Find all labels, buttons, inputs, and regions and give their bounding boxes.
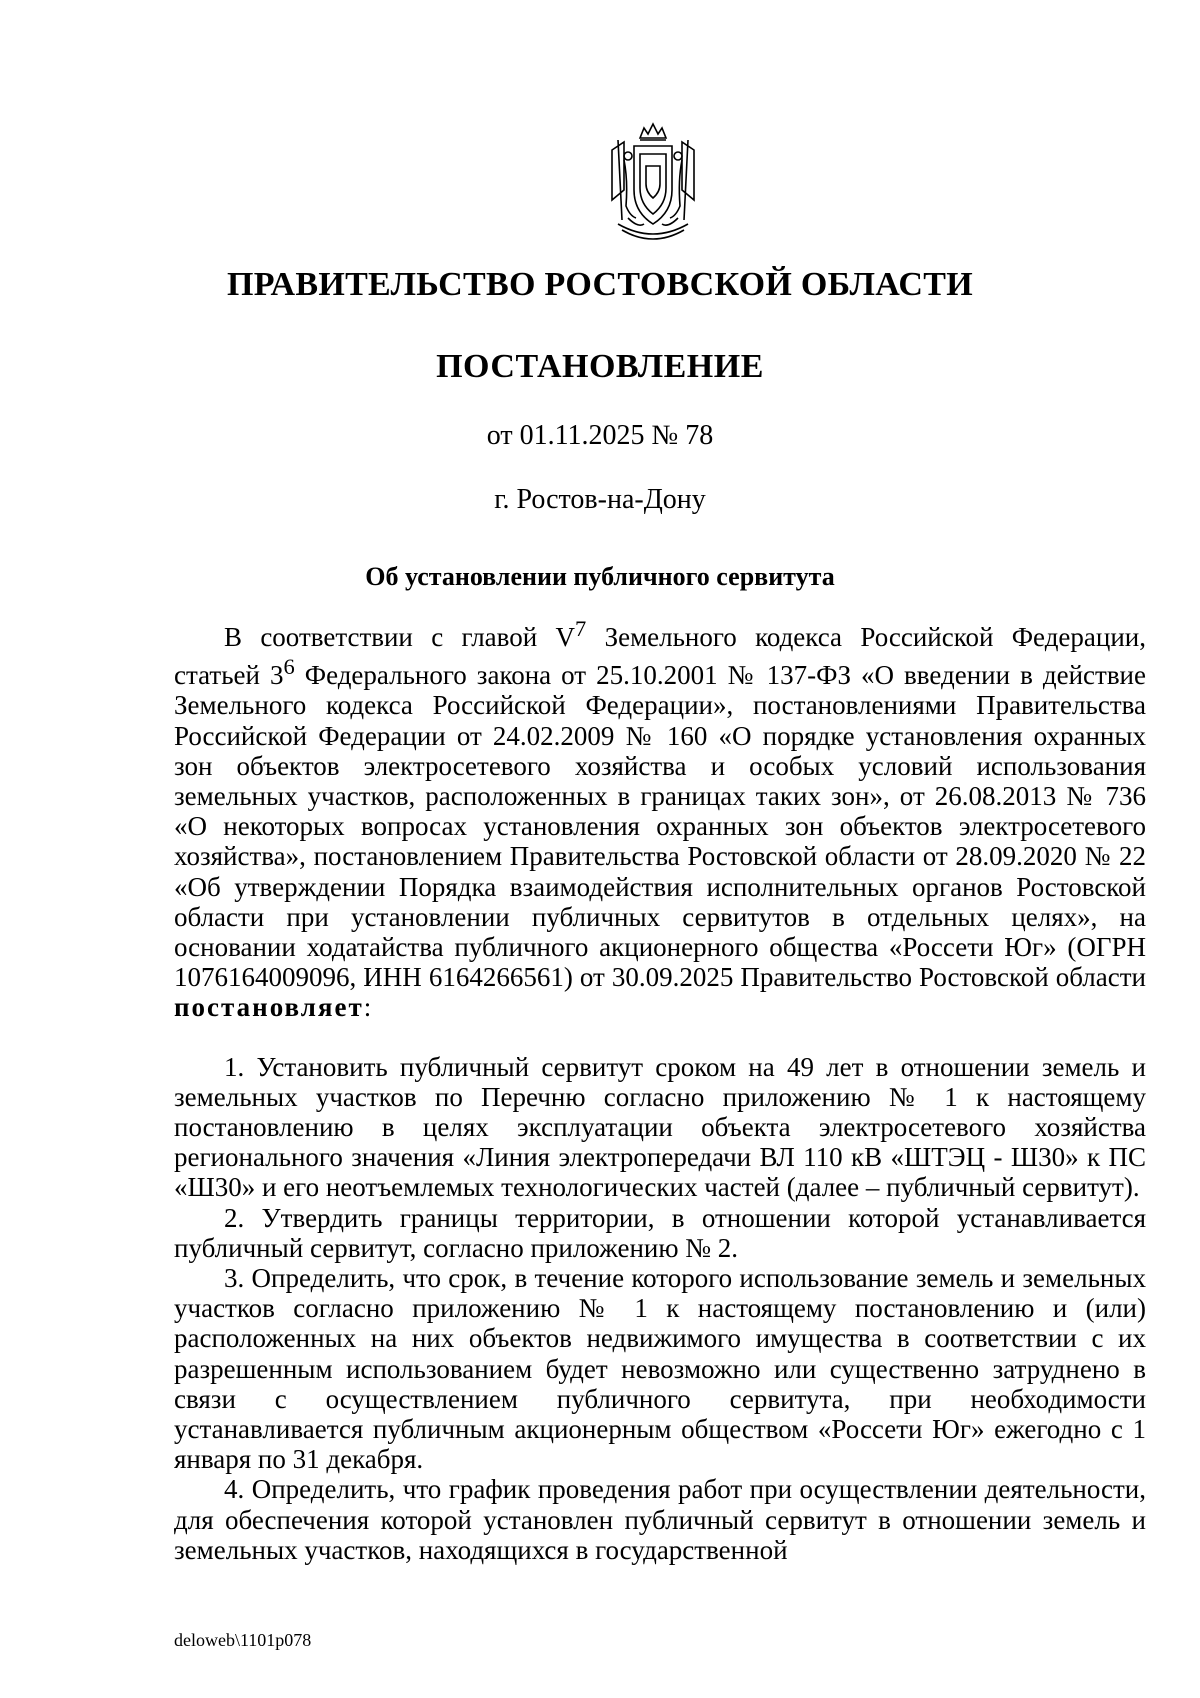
preamble-text: Федерального закона от 25.10.2001 № 137-ФЗ «О введении в действие Земельного кодекса Российской Федерации», постановлениями Правительства Российской Федерации от 24.02.2009 № 160 «О порядке установления охранных зон объектов электросетевого хозяйства и особых условий использования земельных участков, расположенных в границах таких зон», от 26.08.2013 № 736 «О некоторых вопросах установления охранных зон объектов электросетевого хозяйства», постановлением Правительства Ростовской области от 28.09.2020 № 22 «Об утверждении Порядка взаимодействия исполнительных органов Ростовской области при установлении публичных сервитутов в отдельных целях», на основании ходатайства публичного акционерного общества «Россети Юг» (ОГРН 1076164009096, ИНН 6164266561) от 30.09.2025 Правительство Ростовской области xyxy=(174,660,1146,993)
document-body xyxy=(174,614,1146,1565)
preamble-end: : xyxy=(363,992,372,1023)
list-item: 3. Определить, что срок, в течение которого использование земель и земельных участков согласно приложению № 1 к настоящему постановлению и (или) расположенных на них объектов недвижимого имущества в соответствии с их разрешенным использованием будет невозможно или существенно затруднено в связи с осуществлением публичного сервитута, при необходимости устанавливается публичным акционерным обществом «Россети Юг» ежегодно с 1 января по 31 декабря. xyxy=(174,1263,1146,1475)
decree-word: постановляет xyxy=(174,992,364,1023)
coat-of-arms-icon xyxy=(598,120,708,248)
superscript: 7 xyxy=(575,616,587,641)
preamble-text: Земельного кодекса Российской Федерации, статьей 3 xyxy=(174,622,1146,691)
footer-reference: deloweb\1101p078 xyxy=(174,1630,312,1650)
organization-title: ПРАВИТЕЛЬСТВО РОСТОВСКОЙ ОБЛАСТИ xyxy=(227,266,973,303)
date-and-number: от 01.11.2025 № 78 xyxy=(486,420,714,451)
list-item: 2. Утвердить границы территории, в отношении которой устанавливается публичный сервитут, согласно приложению № 2. xyxy=(174,1202,1146,1263)
document-subject: Об установлении публичного сервитута xyxy=(365,562,835,591)
superscript: 6 xyxy=(283,654,295,680)
list-item: 1. Установить публичный сервитут сроком на 49 лет в отношении земель и земельных участков по Перечню согласно приложению № 1 к настоящему постановлению в целях эксплуатации объекта электросетевого хозяйства регионального значения «Линия электропередачи ВЛ 110 кВ «ШТЭЦ - Ш30» к ПС «Ш30» и его неотъемлемых технологических частей (далее – публичный сервитут). xyxy=(174,1051,1146,1203)
preamble-paragraph xyxy=(174,614,1146,1023)
city: г. Ростов-на-Дону xyxy=(494,484,706,515)
document-type: ПОСТАНОВЛЕНИЕ xyxy=(436,348,764,385)
list-item: 4. Определить, что график проведения работ при осуществлении деятельности, для обеспечения которой установлен публичный сервитут в отношении земель и земельных участков, находящихся в государственной xyxy=(174,1474,1146,1565)
preamble-text: В соответствии с главой V xyxy=(224,622,575,652)
